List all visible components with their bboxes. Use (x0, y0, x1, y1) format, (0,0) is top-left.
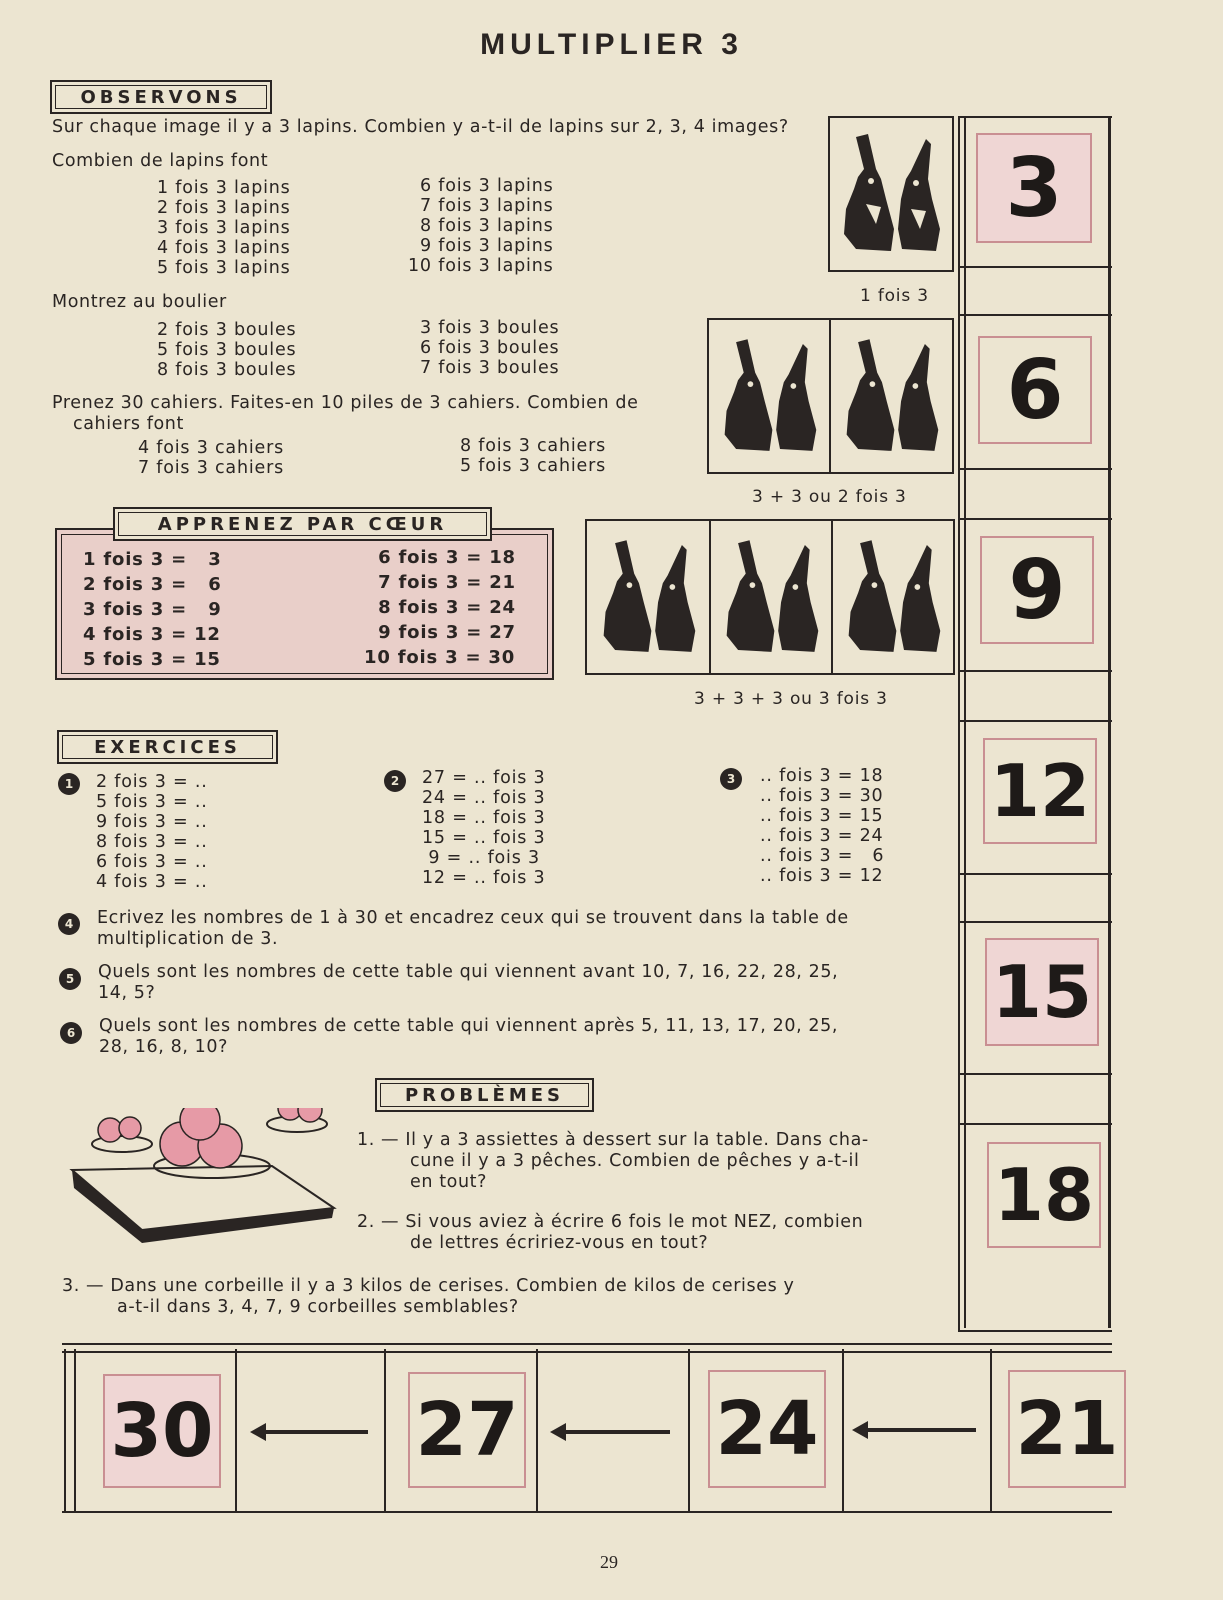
list-item: 8 fois 3 cahiers (460, 436, 606, 456)
number-box-21: 21 (1008, 1370, 1126, 1488)
list-item: 5 fois 3 = .. (96, 792, 208, 812)
list-item: 8 fois 3 boules (157, 360, 297, 380)
list-item: 8 fois 3 = 24 (364, 597, 516, 618)
list-item: 2 fois 3 = .. (96, 772, 208, 792)
arrow-left-icon (550, 1420, 672, 1444)
list-item: 1 fois 3 = 3 (83, 549, 222, 570)
number-box-30: 30 (103, 1374, 221, 1488)
list-item: 3 fois 3 boules (420, 318, 560, 338)
divider (990, 1349, 992, 1511)
bottom-row-bottom-border (62, 1511, 1112, 1513)
exercise-1-list (96, 772, 208, 892)
divider (960, 266, 1112, 268)
bottom-row-left-border (64, 1349, 76, 1511)
divider (384, 1349, 386, 1511)
exercise-number-2: 2 (384, 770, 406, 792)
probleme-1-text: 1. — Il y a 3 assiettes à dessert sur la table. Dans cha- (357, 1130, 869, 1150)
exercise-4-text-cont: multiplication de 3. (97, 929, 279, 949)
list-item: 10 fois 3 lapins (408, 256, 554, 276)
list-item: 6 fois 3 = .. (96, 852, 208, 872)
rabbit-caption-2: 3 + 3 ou 2 fois 3 (752, 487, 907, 507)
list-item: 6 fois 3 lapins (419, 176, 554, 196)
page-number: 29 (600, 1552, 618, 1572)
peaches-illustration (62, 1108, 342, 1248)
list-item: 7 fois 3 boules (420, 358, 560, 378)
list-item: 7 fois 3 lapins (419, 196, 554, 216)
probleme-1-text-cont: cune il y a 3 pêches. Combien de pêches y a-t-il (410, 1151, 860, 1171)
divider (960, 670, 1112, 672)
divider (960, 518, 1112, 520)
exercices-header: EXERCICES (57, 730, 278, 764)
divider (960, 921, 1112, 923)
divider (960, 1123, 1112, 1125)
number-box-12: 12 (983, 738, 1097, 844)
rabbit-pair-icon (833, 521, 953, 673)
rabbit-caption-1: 1 fois 3 (860, 286, 929, 306)
list-item: 12 = .. fois 3 (422, 868, 546, 888)
list-item: 8 fois 3 = .. (96, 832, 208, 852)
list-item: 9 = .. fois 3 (422, 848, 540, 868)
list-item: 1 fois 3 lapins (157, 178, 291, 198)
list-item: .. fois 3 = 6 (760, 846, 885, 866)
list-item: 9 fois 3 lapins (419, 236, 554, 256)
exercise-number-1: 1 (58, 773, 80, 795)
bottom-row-top-border (62, 1343, 1112, 1353)
number-box-6: 6 (978, 336, 1092, 444)
list-item: 5 fois 3 cahiers (460, 456, 606, 476)
divider (688, 1349, 690, 1511)
list-item: 7 fois 3 cahiers (138, 458, 284, 478)
list-item: .. fois 3 = 30 (760, 786, 884, 806)
list-item: 24 = .. fois 3 (422, 788, 546, 808)
observons-question-3: Prenez 30 cahiers. Faites-en 10 piles de 3 cahiers. Combien de (52, 393, 639, 413)
list-item: 4 fois 3 = .. (96, 872, 208, 892)
cahiers-list-left (138, 438, 284, 478)
rabbit-pair-icon (830, 118, 952, 270)
exercise-2-list (422, 768, 546, 888)
observons-intro: Sur chaque image il y a 3 lapins. Combien y a-t-il de lapins sur 2, 3, 4 images? (52, 117, 789, 137)
divider (960, 314, 1112, 316)
lapins-list-right (408, 176, 554, 276)
list-item: 9 fois 3 = .. (96, 812, 208, 832)
list-item: .. fois 3 = 12 (760, 866, 884, 886)
exercise-number-3: 3 (720, 768, 742, 790)
problemes-header: PROBLÈMES (375, 1078, 594, 1112)
exercise-5-text: Quels sont les nombres de cette table qui viennent avant 10, 7, 16, 22, 28, 25, (98, 962, 839, 982)
arrow-left-icon (250, 1420, 370, 1444)
rabbit-pair-icon (709, 320, 831, 472)
exercise-number-5: 5 (59, 968, 81, 990)
rabbit-pair-icon (587, 521, 711, 673)
observons-question-3-cont: cahiers font (73, 414, 184, 434)
number-box-27: 27 (408, 1372, 526, 1488)
list-item: 27 = .. fois 3 (422, 768, 546, 788)
list-item: .. fois 3 = 24 (760, 826, 884, 846)
list-item: 5 fois 3 = 15 (83, 649, 221, 670)
observons-question-1: Combien de lapins font (52, 151, 269, 171)
cahiers-list-right (460, 436, 606, 476)
list-item: .. fois 3 = 18 (760, 766, 884, 786)
number-box-15: 15 (985, 938, 1099, 1046)
inner-border (964, 116, 966, 1328)
list-item: 9 fois 3 = 27 (364, 622, 516, 643)
exercise-3-list (760, 766, 884, 886)
rabbit-pair-icon (711, 521, 833, 673)
lapins-list-left (157, 178, 291, 278)
exercise-number-6: 6 (60, 1022, 82, 1044)
number-box-9: 9 (980, 536, 1094, 644)
exercise-6-text: Quels sont les nombres de cette table qui viennent après 5, 11, 13, 17, 20, 25, (99, 1016, 839, 1036)
exercise-4-text: Ecrivez les nombres de 1 à 30 et encadrez ceux qui se trouvent dans la table de (97, 908, 849, 928)
list-item: 4 fois 3 cahiers (138, 438, 284, 458)
list-item: 6 fois 3 = 18 (364, 547, 516, 568)
divider (960, 873, 1112, 875)
probleme-2-text-cont: de lettres écririez-vous en tout? (410, 1233, 709, 1253)
boules-list-left (157, 320, 296, 380)
observons-question-2: Montrez au boulier (52, 292, 227, 312)
probleme-3-text-cont: a-t-il dans 3, 4, 7, 9 corbeilles semblables? (117, 1297, 519, 1317)
divider (536, 1349, 538, 1511)
exercise-6-text-cont: 28, 16, 8, 10? (99, 1037, 229, 1057)
rabbit-caption-3: 3 + 3 + 3 ou 3 fois 3 (694, 689, 888, 709)
number-box-24: 24 (708, 1370, 826, 1488)
rabbit-panel-2 (707, 318, 954, 474)
list-item: 4 fois 3 lapins (157, 238, 291, 258)
probleme-3-text: 3. — Dans une corbeille il y a 3 kilos de cerises. Combien de kilos de cerises y (62, 1276, 795, 1296)
list-item: 18 = .. fois 3 (422, 808, 546, 828)
exercise-5-text-cont: 14, 5? (98, 983, 156, 1003)
list-item: 3 fois 3 lapins (157, 218, 291, 238)
list-item: 7 fois 3 = 21 (364, 572, 516, 593)
list-item: 2 fois 3 = 6 (83, 574, 222, 595)
divider (842, 1349, 844, 1511)
observons-header: OBSERVONS (50, 80, 272, 114)
arrow-left-icon (852, 1418, 978, 1442)
list-item: .. fois 3 = 15 (760, 806, 884, 826)
rabbit-panel-3 (585, 519, 955, 675)
list-item: 3 fois 3 = 9 (83, 599, 222, 620)
divider (960, 720, 1112, 722)
divider (960, 1073, 1112, 1075)
number-box-3: 3 (976, 133, 1092, 243)
apprenez-header: APPRENEZ PAR CŒUR (113, 507, 492, 541)
list-item: 5 fois 3 boules (157, 340, 297, 360)
rabbit-panel-1 (828, 116, 954, 272)
list-item: 5 fois 3 lapins (157, 258, 291, 278)
list-item: 8 fois 3 lapins (419, 216, 554, 236)
list-item: 15 = .. fois 3 (422, 828, 546, 848)
list-item: 6 fois 3 boules (420, 338, 560, 358)
boules-list-right (420, 318, 559, 378)
divider (235, 1349, 237, 1511)
divider (960, 468, 1112, 470)
probleme-2-text: 2. — Si vous aviez à écrire 6 fois le mot NEZ, combien (357, 1212, 864, 1232)
probleme-1-text-cont2: en tout? (410, 1172, 488, 1192)
exercise-number-4: 4 (58, 913, 80, 935)
list-item: 4 fois 3 = 12 (83, 624, 221, 645)
list-item: 2 fois 3 boules (157, 320, 297, 340)
rabbit-pair-icon (831, 320, 952, 472)
apprenez-col-left (83, 547, 222, 672)
apprenez-col-right (364, 545, 516, 670)
right-border (1108, 116, 1111, 1328)
list-item: 2 fois 3 lapins (157, 198, 291, 218)
number-box-18: 18 (987, 1142, 1101, 1248)
apprenez-box (55, 528, 554, 680)
list-item: 10 fois 3 = 30 (364, 647, 516, 668)
page-title: MULTIPLIER 3 (480, 28, 743, 61)
